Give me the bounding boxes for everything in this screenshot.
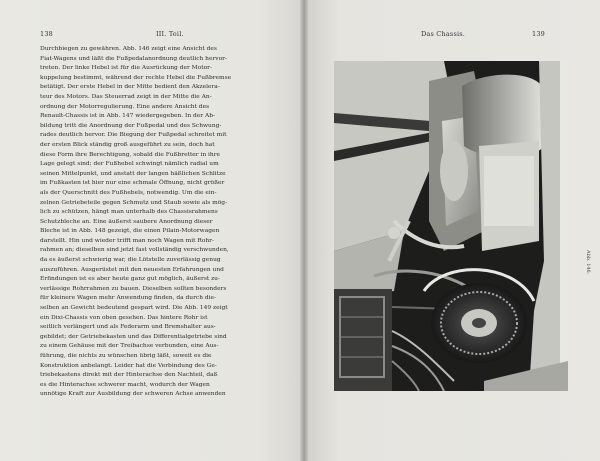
body-text-line: seitlich verlängert und als Federarm und Bremshalter aus- bbox=[40, 324, 216, 331]
body-text-line: kuppelung bestimmt, während der rechte Hebel die Fußbremse bbox=[40, 74, 232, 81]
body-text-line: ordnung der Motorregulierung. Eine andere Ansicht des bbox=[40, 103, 210, 110]
body-text-line: triebekastens direkt mit der Hinterachse den Nachteil, daß bbox=[40, 372, 218, 379]
body-text-line: rades deutlich hervor. Die Biegung der Fußpedal schreitet mit bbox=[40, 132, 227, 139]
body-text-line: teur des Motors. Das Steuerrad zeigt in der Mitte die An- bbox=[40, 93, 212, 100]
body-text-line: unnötige Kraft zur Ausbildung der schweren Achse anwenden bbox=[40, 391, 226, 398]
body-text-line: führung, die nichts zu wünschen übrig läßt, soweit es die bbox=[40, 353, 212, 359]
body-text-line: ein Dixi-Chassis von oben gesehen. Das hintere Rohr ist bbox=[40, 314, 208, 321]
body-text-line: diese Form ihre Berechtigung, sobald die Fußbretter in ihre bbox=[40, 151, 221, 158]
body-text-line: für kleinere Wagen mehr Anwendung finden, da durch die- bbox=[40, 295, 216, 302]
chassis-photo-illustration bbox=[334, 61, 568, 391]
body-text-line: Schutzbleche an. Eine äußerst saubere Anordnung dieser bbox=[40, 218, 213, 225]
figure-label: Abb. 146. bbox=[585, 250, 591, 275]
left-page-number: 138 bbox=[40, 30, 54, 38]
body-text-line: Konstruktion anbelangt. Leider hat die Verbindung des Ge- bbox=[40, 362, 217, 369]
body-text-line: Lage gelegt sind; der Fußhebel schwingt nämlich radial um bbox=[40, 161, 219, 168]
body-text-line: lich zu schützen, hängt man unterhalb des Chassisrahmens bbox=[40, 209, 218, 216]
right-running-title: Das Chassis. bbox=[421, 30, 466, 38]
body-text-line: verlässige Rohrrahmen zu bauen. Dieselben sollten besonders bbox=[40, 285, 227, 292]
body-text-line: Erfindungen ist es aber heute ganz gut möglich, äußerst zu- bbox=[40, 276, 220, 283]
body-text-line: rahmen an; dieselben sind jetzt fast vollständig verschwunden, bbox=[40, 247, 229, 254]
body-text-line: darstellt. Hin und wieder trifft man noch Wagen mit Rohr- bbox=[40, 237, 214, 244]
body-text-line: Renault-Chassis ist in Abb. 147 wiedergegeben. In der Ab- bbox=[40, 113, 216, 120]
body-text-line: als der Querschnitt des Fußhebels, notwendig. Um die ein- bbox=[40, 189, 217, 196]
body-text-line: Bleche ist in Abb. 148 gezeigt, die einen Pilain-Motorwagen bbox=[40, 228, 220, 235]
body-text-line: Durchbiegen zu gewähren. Abb. 146 zeigt eine Ansicht des bbox=[40, 46, 217, 52]
body-text-line: im Fußkasten ist hier nur eine schmale Öffnung, nicht größer bbox=[40, 180, 225, 187]
chassis-photo bbox=[334, 61, 568, 391]
body-text-line: es die Hinterachse schwerer macht, wodurch der Wagen bbox=[40, 381, 210, 388]
body-text-line: Fiat-Wagens und läßt die Fußpedalanordnung deutlich hervor- bbox=[40, 55, 227, 62]
body-text-line: seinen Mittelpunkt, und anstatt der langen häßlichen Schlitze bbox=[40, 170, 226, 177]
left-running-title: III. Teil. bbox=[156, 30, 184, 38]
book-gutter bbox=[300, 0, 308, 461]
right-page-number: 139 bbox=[532, 30, 546, 38]
body-text-line: da es äußerst schwierig war, die Lötstelle zuverlässig genug bbox=[40, 257, 221, 264]
body-text-line: der ersten Blick ständig groß ausgeführt zu sein, doch hat bbox=[40, 141, 215, 148]
left-body-text bbox=[40, 45, 268, 400]
body-text-line: gebildet; der Getriebekasten und das Differentialgetriebe sind bbox=[40, 333, 227, 340]
body-text-line: zelnen Getriebeteile gegen Schmutz und Staub sowie als mög- bbox=[40, 199, 228, 206]
body-text-line: bildung tritt die Anordnung der Fußpedal und des Schwung- bbox=[40, 122, 222, 129]
body-text-line: auszuführen. Ausgerüstet mit den neuesten Erfahrungen und bbox=[40, 266, 224, 273]
body-text-line: zu einem Gehäuse mit der Treibachse verbunden, eine Aus- bbox=[40, 343, 219, 350]
body-text-line: treten. Der linke Hebel ist für die Ausrückung der Motor- bbox=[40, 65, 212, 72]
body-text-line: betätigt. Der erste Hebel in der Mitte bedient den Akzelera- bbox=[40, 84, 220, 91]
body-text-line: selben an Gewicht bedeutend gespart wird. Die Abb. 149 zeigt bbox=[40, 305, 228, 312]
